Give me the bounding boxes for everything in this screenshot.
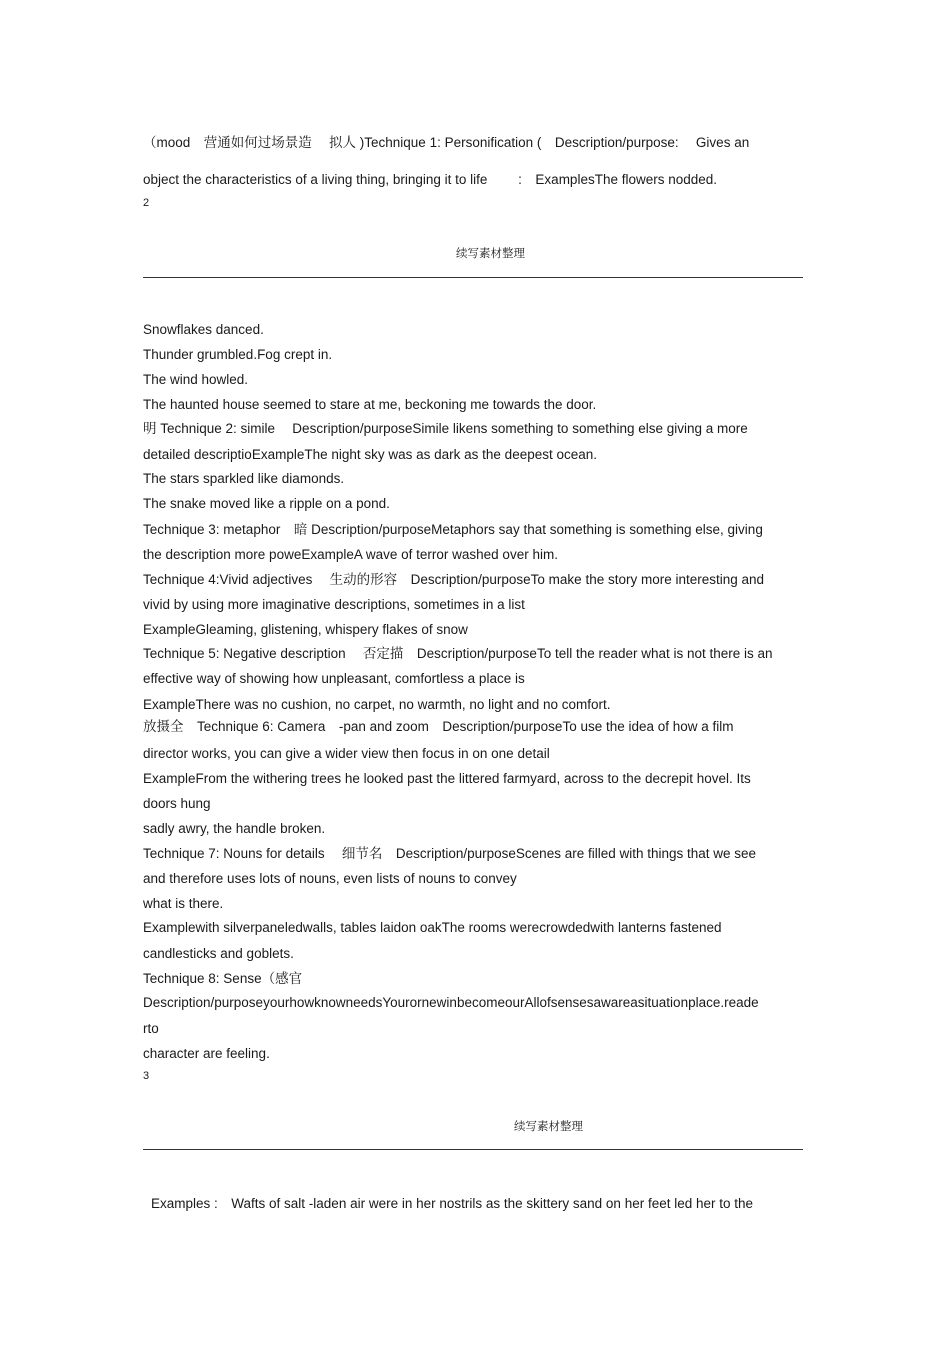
text-line: Thunder grumbled.Fog crept in. [143,347,333,362]
text-line: vivid by using more imaginative descriptions, sometimes in a list [143,597,525,612]
text-line: Snowflakes danced. [143,322,264,337]
text-line: Technique 5: Negative description 否定描 Description/purposeTo tell the reader what is not there is an [143,646,773,661]
running-header: 续写素材整理 [456,246,525,260]
text-line: what is there. [143,896,224,911]
text-line: director works, you can give a wider view then focus in on one detail [143,746,550,761]
text-line: doors hung [143,796,211,811]
text-line: Technique 3: metaphor 暗 Description/purposeMetaphors say that something is something else, giving [143,522,763,537]
text-line: ExampleFrom the withering trees he looked past the littered farmyard, across to the decrepit hovel. Its [143,771,751,786]
text-line: Examples : Wafts of salt -laden air were in her nostrils as the skittery sand on her feet led her to the [151,1196,754,1211]
text-line: candlesticks and goblets. [143,946,294,961]
text-line: Technique 7: Nouns for details 细节名 Description/purposeScenes are filled with things that we see [143,846,757,861]
text-line: The wind howled. [143,372,249,387]
text-line: The snake moved like a ripple on a pond. [143,496,390,511]
text-line: The stars sparkled like diamonds. [143,471,345,486]
text-line: The haunted house seemed to stare at me, beckoning me towards the door. [143,397,597,412]
header-rule [143,1149,803,1150]
text-line: rto [143,1021,159,1036]
running-header: 续写素材整理 [514,1119,583,1133]
text-line: （mood 营通如何过场景造 拟人 )Technique 1: Personification ( Description/purpose: Gives an [143,135,750,150]
text-line: 明 Technique 2: simile Description/purposeSimile likens something to something else giving a more [143,421,748,436]
text-line: Description/purposeyourhowknowneedsYourornewinbecomeourAllofsensesawareasituationplace.reade [143,995,759,1010]
text-line: Examplewith silverpaneledwalls, tables laidon oakThe rooms werecrowdedwith lanterns fastened [143,920,722,935]
text-line: the description more poweExampleA wave of terror washed over him. [143,547,558,562]
text-line: character are feeling. [143,1046,270,1061]
text-line: Technique 8: Sense（感官 [143,971,303,986]
text-line: sadly awry, the handle broken. [143,821,326,836]
text-line: Technique 4:Vivid adjectives 生动的形容 Description/purposeTo make the story more interesting and [143,572,765,587]
text-line: 放摄全 Technique 6: Camera -pan and zoom Description/purposeTo use the idea of how a film [143,719,734,734]
text-line: and therefore uses lots of nouns, even lists of nouns to convey [143,871,517,886]
text-line: object the characteristics of a living thing, bringing it to life : ExamplesThe flowers nodded. [143,172,718,187]
page-number: 3 [143,1070,150,1082]
text-line: ExampleGleaming, glistening, whispery flakes of snow [143,622,468,637]
page-number: 2 [143,197,150,209]
text-line: effective way of showing how unpleasant, comfortless a place is [143,671,525,686]
text-line: detailed descriptioExampleThe night sky was as dark as the deepest ocean. [143,447,598,462]
header-rule [143,277,803,278]
text-line: ExampleThere was no cushion, no carpet, no warmth, no light and no comfort. [143,697,611,712]
